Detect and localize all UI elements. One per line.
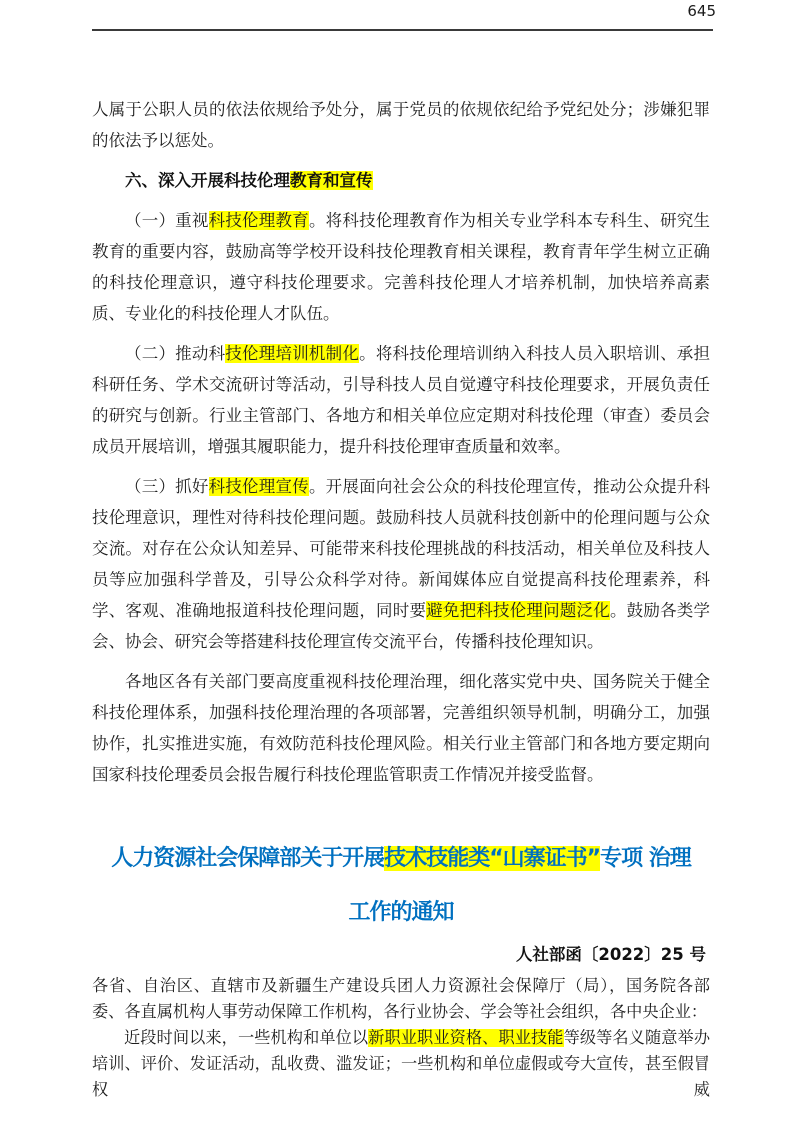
highlighted-text: 新职业职业资格、职业技能: [368, 1029, 564, 1047]
document-number: 人社部函〔2022〕25 号: [515, 945, 706, 964]
paragraph-notice-intro: [92, 1025, 710, 1103]
text-run: （二）推动科: [125, 344, 226, 363]
document-body: [92, 94, 710, 1103]
paragraph-continuation: [92, 94, 710, 156]
notice-title: [92, 832, 710, 940]
page-number: 645: [687, 2, 716, 20]
paragraph-item-three: [92, 471, 710, 657]
highlighted-text: 技术技能类“山寨证书”: [384, 846, 601, 871]
text-run: （一）重视: [125, 211, 209, 230]
text-run: 工作的通知: [348, 900, 454, 925]
text-run: 。将科技伦理教育作为相关专业学科本专科生、研究生教育的重要内容，鼓励高等学校开设科技伦理教育相关课程，教育青年学生树立正确的科技伦理意识，遵守科技伦理要求。完善科技伦理人才培养机制，加快培养高素质、专业化的科技伦理人才队伍。: [92, 211, 711, 323]
text-run: 近段时间以来，一些机构和单位以: [124, 1029, 369, 1047]
text-run: 等级等名义随意举办培训、评价、发证活动，乱收费、滥发证；一些机构和单位虚假或夸大宣传，甚至假冒权威: [92, 1029, 711, 1099]
section-heading-six: [92, 165, 710, 196]
highlighted-text: 避免把科技伦理问题泛化: [426, 601, 610, 620]
paragraph-item-one: [92, 205, 710, 329]
highlighted-text: 科技伦理教育: [208, 211, 309, 230]
paragraph-item-two: [92, 338, 710, 462]
text-run: 。开展面向社会公众的科技伦理宣传，推动公众提升科技伦理意识，理性对待科技伦理问题。鼓励科技人员就科技创新中的伦理问题与公众交流。对存在公众认知差异、可能带来科技伦理挑战的科技活动，相关单位及科技人员等应加强科学普及，引导公众科学对待。新闻媒体应自觉提高科技伦理素养，科学、客观、准确地报道科技伦理问题，同时要: [92, 477, 711, 620]
text-run: 专项 治理: [600, 846, 691, 871]
text-run: 各地区各有关部门要高度重视科技伦理治理，细化落实党中央、国务院关于健全科技伦理体系，加强科技伦理治理的各项部署，完善组织领导机制，明确分工，加强协作，扎实推进实施，有效防范科技伦理风险。相关行业主管部门和各地方要定期向国家科技伦理委员会报告履行科技伦理监管职责工作情况并接受监督。: [92, 672, 710, 784]
text-run: 。将科技伦理培训纳入科技人员入职培训、承担科研任务、学术交流研讨等活动，引导科技人员自觉遵守科技伦理要求，开展负责任的研究与创新。行业主管部门、各地方和相关单位应定期对科技伦理（审查）委员会成员开展培训，增强其履职能力，提升科技伦理审查质量和效率。: [92, 344, 711, 456]
text-run: 。鼓励各类学会、协会、研究会等搭建科技伦理宣传交流平台，传播科技伦理知识。: [92, 601, 711, 651]
highlighted-text: 技伦理培训机制化: [225, 344, 360, 363]
highlighted-text: 科技伦理宣传: [208, 477, 309, 496]
highlighted-text: 教育和宣传: [290, 171, 373, 190]
text-run: 人属于公职人员的依法依规给予处分，属于党员的依规依纪给予党纪处分；涉嫌犯罪的依法予以惩处。: [92, 100, 710, 150]
text-run: （三）抓好: [125, 477, 209, 496]
header-rule: [92, 29, 713, 31]
paragraph-recipients: [92, 973, 710, 1025]
text-run: 六、深入开展科技伦理: [125, 171, 290, 190]
paragraph-closing: [92, 666, 710, 790]
text-run: 人力资源社会保障部关于开展: [111, 846, 385, 871]
text-run: 各省、自治区、直辖市及新疆生产建设兵团人力资源社会保障厅（局），国务院各部委、各直属机构人事劳动保障工作机构，各行业协会、学会等社会组织，各中央企业：: [92, 977, 710, 1021]
